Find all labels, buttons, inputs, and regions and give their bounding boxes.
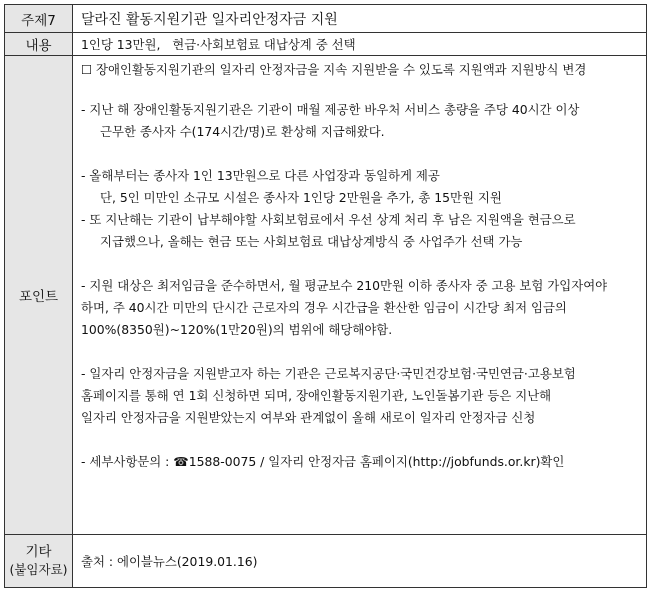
paragraph-line: 지급했으나, 올해는 현금 또는 사회보험료 대납상계방식 중 사업주가 선택 가능	[100, 234, 523, 249]
paragraph-line: - 지원 대상은 최저임금을 준수하면서, 월 평균보수 210만원 이하 종사자 중 고용 보험 가입자여야	[81, 278, 608, 293]
topic-label: 주제7	[5, 5, 73, 33]
other-label	[5, 535, 73, 588]
paragraph-line: 단, 5인 미만인 소규모 시설은 종사자 1인당 2만원을 추가, 총 15만원 지원	[100, 190, 502, 205]
points-label: 포인트	[5, 56, 73, 535]
points-row	[5, 56, 647, 535]
paragraph-line: - 올해부터는 종사자 1인 13만원으로 다른 사업장과 동일하게 제공	[81, 168, 440, 183]
source-value: 출처 : 에이블뉴스(2019.01.16)	[73, 535, 647, 588]
paragraph-line: 일자리 안정자금을 지원받았는지 여부와 관계없이 올해 새로이 일자리 안정자금 신청	[81, 410, 536, 425]
content-row	[5, 33, 647, 56]
paragraph-line: - 지난 해 장애인활동지원기관은 기관이 매월 제공한 바우처 서비스 총량을 주당 40시간 이상	[81, 102, 580, 117]
paragraph-line: 하며, 주 40시간 미만의 단시간 근로자의 경우 시간급을 환산한 임금이 시간당 최저 임금의	[81, 300, 567, 315]
paragraph	[81, 275, 636, 341]
topic-row	[5, 5, 647, 33]
paragraph	[81, 363, 636, 429]
paragraph-line: 100%(8350원)~120%(1만20원)의 범위에 해당해야함.	[81, 322, 393, 337]
points-heading: ☐ 장애인활동지원기관의 일자리 안정자금을 지속 지원받을 수 있도록 지원액과 지원방식 변경	[81, 62, 587, 77]
other-label-line2: (붙임자료)	[9, 562, 68, 577]
paragraph-line: 홈페이지를 통해 연 1회 신청하면 되며, 장애인활동지원기관, 노인돌봄기관 등은 지난해	[81, 388, 552, 403]
summary-table	[4, 4, 647, 588]
contact-line: - 세부사항문의 : ☎1588-0075 / 일자리 안정자금 홈페이지(http://jobfunds.or.kr)확인	[81, 454, 565, 469]
other-row	[5, 535, 647, 588]
paragraph	[81, 451, 636, 473]
points-content	[73, 56, 647, 535]
paragraph-line: - 또 지난해는 기관이 납부해야할 사회보험료에서 우선 상계 처리 후 남은 지원액을 현금으로	[81, 212, 576, 227]
paragraph-line: 근무한 종사자 수(174시간/명)로 환상해 지급해왔다.	[100, 124, 385, 139]
content-value: 1인당 13만원, 현금·사회보험료 대납상계 중 선택	[73, 33, 647, 56]
content-label: 내용	[5, 33, 73, 56]
paragraph	[81, 165, 636, 253]
paragraph-line: - 일자리 안정자금을 지원받고자 하는 기관은 근로복지공단·국민건강보험·국민연금·고용보험	[81, 366, 576, 381]
paragraph	[81, 99, 636, 143]
topic-value: 달라진 활동지원기관 일자리안정자금 지원	[73, 5, 647, 33]
other-label-line1: 기타	[25, 544, 52, 560]
